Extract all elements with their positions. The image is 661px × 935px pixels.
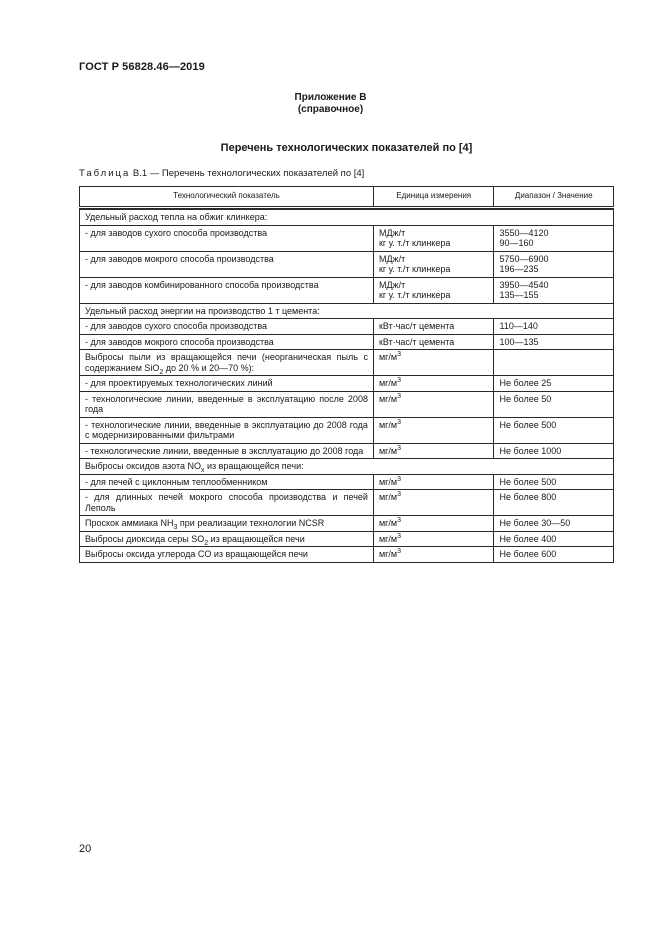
row-value: Не более 25	[494, 376, 614, 392]
row-value: 110—140	[494, 319, 614, 335]
row-value: Не более 600	[494, 547, 614, 563]
section-row	[80, 210, 614, 226]
table-row	[80, 474, 614, 490]
table-row	[80, 531, 614, 547]
table-row	[80, 376, 614, 392]
row-unit: кВт·час/т цемента	[373, 319, 494, 335]
indicators-table	[79, 186, 614, 563]
row-name: Выбросы пыли из вращающейся печи (неорганическая пыль с содержанием SiO$_2$ до 20 % и 20—70 %):	[80, 350, 374, 376]
row-unit: $мг/м^3$	[373, 531, 494, 547]
row-value: Не более 50	[494, 391, 614, 417]
caption-text: В.1 — Перечень технологических показателей по [4]	[130, 168, 365, 179]
row-value: 3950—4540 135—155	[494, 277, 614, 303]
row-unit: $мг/м^3$	[373, 417, 494, 443]
row-unit: $мг/м^3$	[373, 376, 494, 392]
row-value: Не более 500	[494, 474, 614, 490]
table-row	[80, 490, 614, 516]
row-value: Не более 1000	[494, 443, 614, 459]
table-row	[80, 251, 614, 277]
row-value: 3550—4120 90—160	[494, 225, 614, 251]
table-row	[80, 516, 614, 532]
table-row	[80, 391, 614, 417]
row-name: - для заводов сухого способа производства	[80, 225, 374, 251]
row-name: - для печей с циклонным теплообменником	[80, 474, 374, 490]
section-row	[80, 303, 614, 319]
page-number: 20	[79, 843, 92, 855]
table-header-row	[80, 187, 614, 208]
row-unit: кВт·час/т цемента	[373, 334, 494, 350]
appendix-title: Приложение В	[294, 92, 367, 103]
row-name: - для заводов сухого способа производства	[80, 319, 374, 335]
appendix-subtitle: (справочное)	[297, 104, 364, 115]
header-range: Диапазон / Значение	[494, 187, 614, 208]
row-unit: $мг/м^3$	[373, 350, 494, 376]
row-unit: $мг/м^3$	[373, 516, 494, 532]
row-value: Не более 30—50	[494, 516, 614, 532]
header-unit: Единица измерения	[373, 187, 494, 208]
row-name: - для заводов комбинированного способа производства	[80, 277, 374, 303]
row-value	[494, 350, 614, 376]
caption-prefix: Таблица	[79, 168, 131, 179]
row-unit: МДж/т кг у. т./т клинкера	[373, 251, 494, 277]
table-row	[80, 417, 614, 443]
row-name: Выбросы диоксида серы $SO_2$ из вращающейся печи	[80, 531, 374, 547]
document-code: ГОСТ Р 56828.46—2019	[79, 61, 205, 73]
table-row	[80, 277, 614, 303]
section-row	[80, 459, 614, 475]
row-value: 5750—6900 196—235	[494, 251, 614, 277]
row-value: Не более 500	[494, 417, 614, 443]
row-name: - для проектируемых технологических линий	[80, 376, 374, 392]
row-unit: $мг/м^3$	[373, 474, 494, 490]
row-name: - технологические линии, введенные в эксплуатацию до 2008 года	[80, 443, 374, 459]
row-name: - технологические линии, введенные в эксплуатацию после 2008 года	[80, 391, 374, 417]
row-name: - для длинных печей мокрого способа производства и печей Леполь	[80, 490, 374, 516]
section-energy: Удельный расход энергии на производство 1 т цемента:	[80, 303, 614, 319]
row-unit: $мг/м^3$	[373, 391, 494, 417]
table-row	[80, 225, 614, 251]
row-unit: $мг/м^3$	[373, 490, 494, 516]
table-row	[80, 319, 614, 335]
row-name: - для заводов мокрого способа производства	[80, 251, 374, 277]
section-heat: Удельный расход тепла на обжиг клинкера:	[80, 210, 614, 226]
row-name: Проскок аммиака $NH_3$ при реализации технологии NCSR	[80, 516, 374, 532]
row-value: Не более 400	[494, 531, 614, 547]
row-name: - технологические линии, введенные в эксплуатацию до 2008 года с модернизированными фильтрами	[80, 417, 374, 443]
table-row	[80, 334, 614, 350]
section-nox: Выбросы оксидов азота $NO_x$ из вращающейся печи:	[80, 459, 614, 475]
table-row	[80, 350, 614, 376]
list-title: Перечень технологических показателей по [4]	[220, 142, 473, 154]
table-row	[80, 547, 614, 563]
header-indicator: Технологический показатель	[80, 187, 374, 208]
row-name: Выбросы оксида углерода CO из вращающейся печи	[80, 547, 374, 563]
row-name: - для заводов мокрого способа производства	[80, 334, 374, 350]
row-unit: $мг/м^3$	[373, 547, 494, 563]
table-row	[80, 443, 614, 459]
row-value: 100—135	[494, 334, 614, 350]
row-unit: МДж/т кг у. т./т клинкера	[373, 277, 494, 303]
row-unit: $мг/м^3$	[373, 443, 494, 459]
row-value: Не более 800	[494, 490, 614, 516]
table-caption	[79, 168, 364, 179]
row-unit: МДж/т кг у. т./т клинкера	[373, 225, 494, 251]
